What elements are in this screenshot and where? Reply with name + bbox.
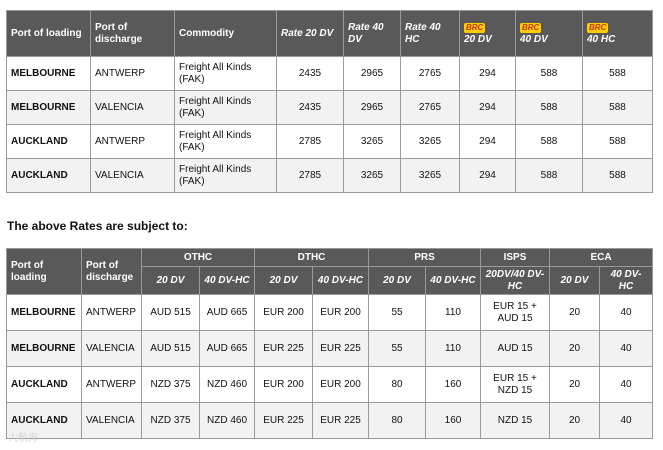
eca-40dv-hc: 40 <box>600 403 653 439</box>
prs-20dv: 80 <box>369 403 426 439</box>
brc-40dv: 588 <box>516 125 583 159</box>
header-port-of-discharge: Port of discharge <box>91 11 175 57</box>
brc-40hc: 588 <box>583 159 653 193</box>
header-eca: ECA <box>550 249 653 267</box>
header-dthc-40dv-hc: 40 DV-HC <box>313 267 369 295</box>
surcharge-table <box>6 248 653 439</box>
eca-20dv: 20 <box>550 295 600 331</box>
header-prs: PRS <box>369 249 481 267</box>
prs-20dv: 55 <box>369 331 426 367</box>
prs-40dv-hc: 110 <box>426 295 481 331</box>
header-port-of-loading: Port of loading <box>7 11 91 57</box>
othc-40dv-hc: AUD 665 <box>200 295 255 331</box>
dthc-20dv: EUR 200 <box>255 367 313 403</box>
dthc-20dv: EUR 225 <box>255 331 313 367</box>
header-isps-sub: 20DV/40 DV-HC <box>481 267 550 295</box>
othc-40dv-hc: NZD 460 <box>200 403 255 439</box>
commodity: Freight All Kinds (FAK) <box>175 91 277 125</box>
header-port-of-loading: Port of loading <box>7 249 82 295</box>
header-port-of-discharge: Port of discharge <box>82 249 142 295</box>
port-of-discharge: VALENCIA <box>82 331 142 367</box>
eca-20dv: 20 <box>550 403 600 439</box>
header-rate-40hc: Rate 40 HC <box>401 11 460 57</box>
dthc-40dv-hc: EUR 225 <box>313 403 369 439</box>
port-of-discharge: ANTWERP <box>82 295 142 331</box>
brc-20dv: 294 <box>460 159 516 193</box>
port-of-loading: MELBOURNE <box>7 91 91 125</box>
brc-40hc: 588 <box>583 125 653 159</box>
dthc-40dv-hc: EUR 200 <box>313 367 369 403</box>
eca-20dv: 20 <box>550 331 600 367</box>
header-rate-20dv: Rate 20 DV <box>277 11 344 57</box>
brc-40dv: 588 <box>516 57 583 91</box>
othc-20dv: AUD 515 <box>142 331 200 367</box>
header-dthc-20dv: 20 DV <box>255 267 313 295</box>
header-prs-20dv: 20 DV <box>369 267 426 295</box>
brc-20dv: 294 <box>460 57 516 91</box>
rate-20dv: 2435 <box>277 91 344 125</box>
eca-40dv-hc: 40 <box>600 331 653 367</box>
port-of-loading: MELBOURNE <box>7 295 82 331</box>
watermark: 大航海 <box>8 433 38 444</box>
header-brc-20dv: BRC 20 DV <box>460 11 516 57</box>
commodity: Freight All Kinds (FAK) <box>175 159 277 193</box>
dthc-40dv-hc: EUR 200 <box>313 295 369 331</box>
port-of-discharge: ANTWERP <box>91 125 175 159</box>
rate-40hc: 3265 <box>401 125 460 159</box>
isps-value: EUR 15 + AUD 15 <box>481 295 550 331</box>
header-eca-20dv: 20 DV <box>550 267 600 295</box>
port-of-loading: AUCKLAND <box>7 159 91 193</box>
rate-40dv: 3265 <box>344 159 401 193</box>
port-of-discharge: ANTWERP <box>82 367 142 403</box>
freight-rate-table <box>6 10 653 193</box>
prs-40dv-hc: 160 <box>426 367 481 403</box>
othc-20dv: AUD 515 <box>142 295 200 331</box>
header-commodity: Commodity <box>175 11 277 57</box>
port-of-discharge: VALENCIA <box>82 403 142 439</box>
header-othc: OTHC <box>142 249 255 267</box>
brc-badge: BRC <box>466 22 484 32</box>
port-of-loading: MELBOURNE <box>7 57 91 91</box>
dthc-20dv: EUR 200 <box>255 295 313 331</box>
table-row <box>7 295 653 331</box>
port-of-discharge: VALENCIA <box>91 91 175 125</box>
header-othc-40dv-hc: 40 DV-HC <box>200 267 255 295</box>
eca-40dv-hc: 40 <box>600 367 653 403</box>
port-of-loading: MELBOURNE <box>7 331 82 367</box>
brc-40dv: 588 <box>516 159 583 193</box>
rate-40hc: 3265 <box>401 159 460 193</box>
isps-value: AUD 15 <box>481 331 550 367</box>
rate-40dv: 2965 <box>344 57 401 91</box>
table-row <box>7 91 653 125</box>
eca-40dv-hc: 40 <box>600 295 653 331</box>
header-prs-40dv-hc: 40 DV-HC <box>426 267 481 295</box>
othc-40dv-hc: NZD 460 <box>200 367 255 403</box>
table-row <box>7 367 653 403</box>
port-of-loading: AUCKLAND <box>7 125 91 159</box>
port-of-discharge: VALENCIA <box>91 159 175 193</box>
port-of-loading: AUCKLAND <box>7 403 82 439</box>
table-row <box>7 57 653 91</box>
table-row <box>7 403 653 439</box>
prs-40dv-hc: 160 <box>426 403 481 439</box>
rate-40hc: 2765 <box>401 91 460 125</box>
table-row <box>7 125 653 159</box>
port-of-loading: AUCKLAND <box>7 367 82 403</box>
brc-20dv: 294 <box>460 91 516 125</box>
rate-20dv: 2785 <box>277 159 344 193</box>
rate-20dv: 2435 <box>277 57 344 91</box>
prs-40dv-hc: 110 <box>426 331 481 367</box>
brc-20dv: 294 <box>460 125 516 159</box>
brc-40hc: 588 <box>583 57 653 91</box>
rate-40dv: 3265 <box>344 125 401 159</box>
othc-20dv: NZD 375 <box>142 367 200 403</box>
eca-20dv: 20 <box>550 367 600 403</box>
othc-40dv-hc: AUD 665 <box>200 331 255 367</box>
header-brc-40hc: BRC 40 HC <box>583 11 653 57</box>
port-of-discharge: ANTWERP <box>91 57 175 91</box>
prs-20dv: 55 <box>369 295 426 331</box>
commodity: Freight All Kinds (FAK) <box>175 125 277 159</box>
header-dthc: DTHC <box>255 249 369 267</box>
table-row <box>7 331 653 367</box>
brc-badge: BRC <box>589 22 607 32</box>
table-row <box>7 159 653 193</box>
rate-40hc: 2765 <box>401 57 460 91</box>
rate-40dv: 2965 <box>344 91 401 125</box>
prs-20dv: 80 <box>369 367 426 403</box>
header-isps: ISPS <box>481 249 550 267</box>
header-brc-40dv: BRC 40 DV <box>516 11 583 57</box>
dthc-40dv-hc: EUR 225 <box>313 331 369 367</box>
isps-value: EUR 15 + NZD 15 <box>481 367 550 403</box>
brc-40dv: 588 <box>516 91 583 125</box>
rate-20dv: 2785 <box>277 125 344 159</box>
commodity: Freight All Kinds (FAK) <box>175 57 277 91</box>
header-eca-40dv-hc: 40 DV-HC <box>600 267 653 295</box>
header-rate-40dv: Rate 40 DV <box>344 11 401 57</box>
isps-value: NZD 15 <box>481 403 550 439</box>
subject-to-note: The above Rates are subject to: <box>7 219 188 233</box>
brc-40hc: 588 <box>583 91 653 125</box>
othc-20dv: NZD 375 <box>142 403 200 439</box>
brc-badge: BRC <box>522 22 540 32</box>
dthc-20dv: EUR 225 <box>255 403 313 439</box>
header-othc-20dv: 20 DV <box>142 267 200 295</box>
